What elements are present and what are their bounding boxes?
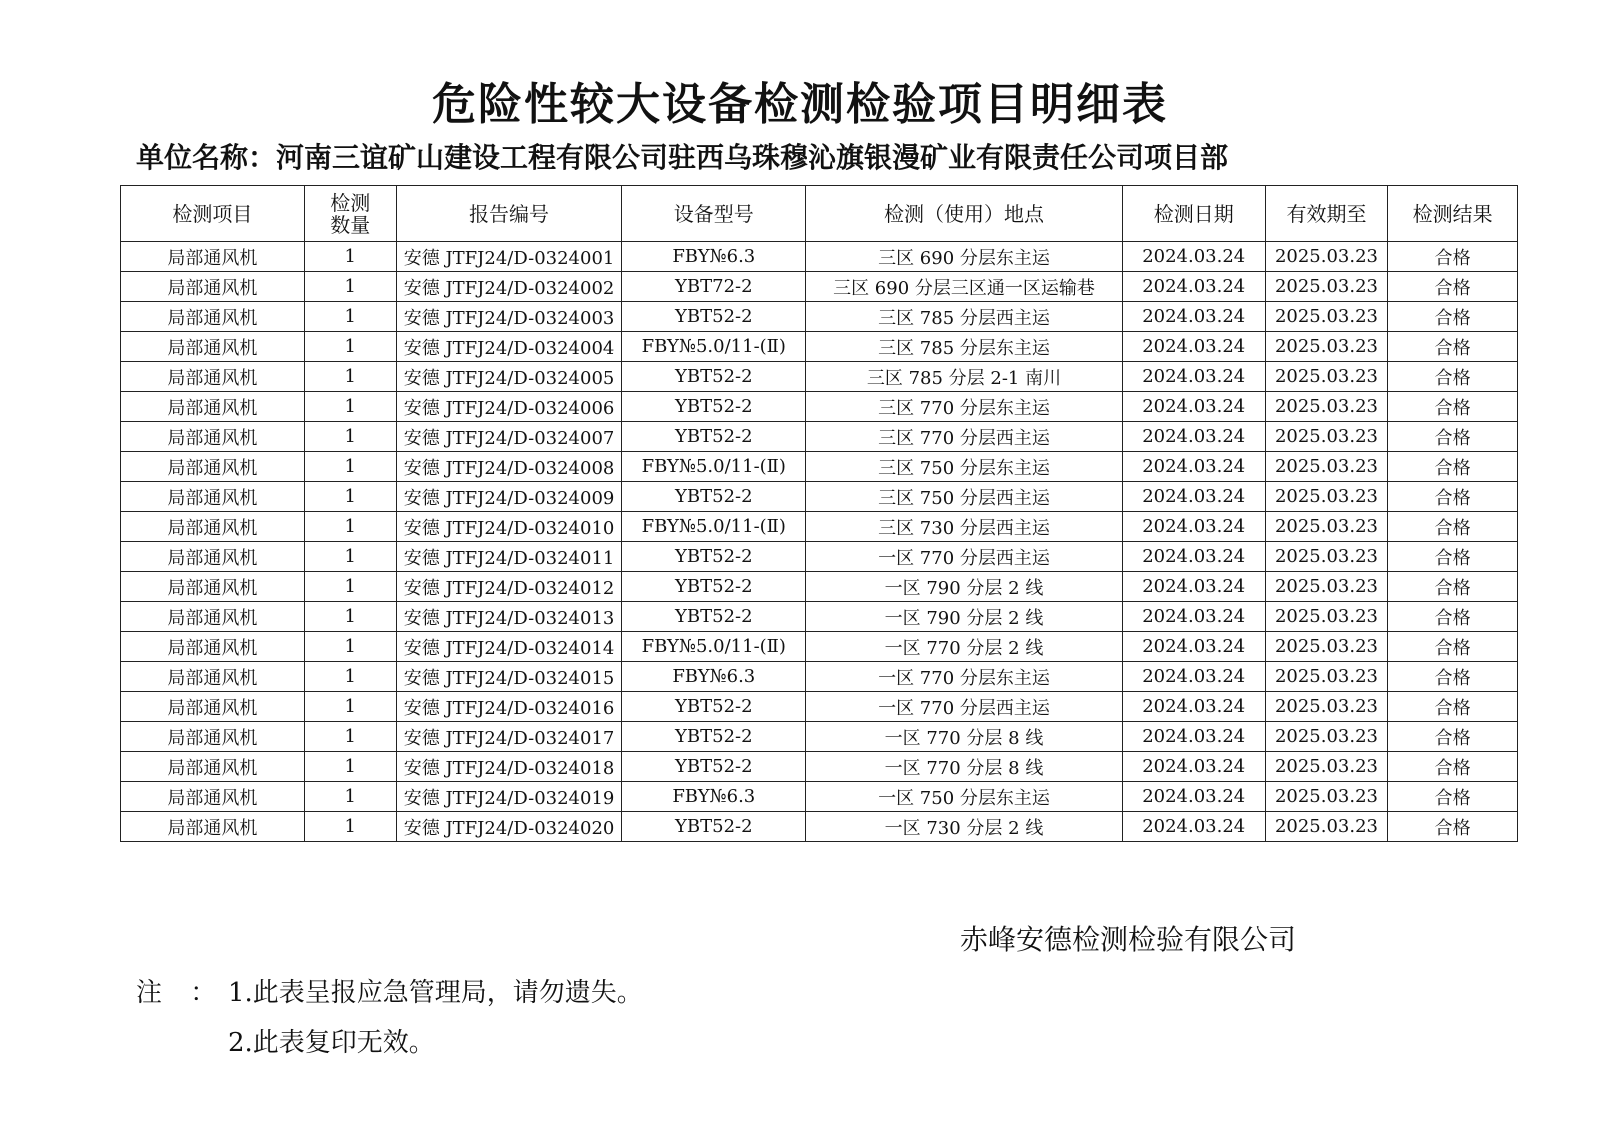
cell-valid-until: 2025.03.23 — [1265, 392, 1388, 422]
header-inspect-date: 检测日期 — [1122, 186, 1265, 242]
cell-valid-until: 2025.03.23 — [1265, 572, 1388, 602]
cell-inspect-date: 2024.03.24 — [1122, 272, 1265, 302]
cell-location: 一区 730 分层 2 线 — [806, 812, 1123, 842]
cell-item: 局部通风机 — [121, 782, 305, 812]
cell-model: YBT52-2 — [622, 722, 806, 752]
cell-result: 合格 — [1388, 242, 1518, 272]
cell-item: 局部通风机 — [121, 542, 305, 572]
table-header-row — [121, 186, 1518, 242]
cell-inspect-date: 2024.03.24 — [1122, 632, 1265, 662]
cell-inspect-date: 2024.03.24 — [1122, 512, 1265, 542]
cell-result: 合格 — [1388, 332, 1518, 362]
cell-result: 合格 — [1388, 422, 1518, 452]
header-model: 设备型号 — [622, 186, 806, 242]
cell-item: 局部通风机 — [121, 632, 305, 662]
table-row — [121, 362, 1518, 392]
cell-quantity: 1 — [304, 272, 396, 302]
cell-inspect-date: 2024.03.24 — [1122, 482, 1265, 512]
cell-valid-until: 2025.03.23 — [1265, 272, 1388, 302]
cell-model: YBT52-2 — [622, 602, 806, 632]
cell-quantity: 1 — [304, 422, 396, 452]
cell-item: 局部通风机 — [121, 302, 305, 332]
cell-report-no: 安德 JTFJ24/D-0324019 — [396, 782, 622, 812]
cell-report-no: 安德 JTFJ24/D-0324015 — [396, 662, 622, 692]
table-row — [121, 542, 1518, 572]
table-body — [121, 242, 1518, 842]
cell-inspect-date: 2024.03.24 — [1122, 752, 1265, 782]
cell-valid-until: 2025.03.23 — [1265, 242, 1388, 272]
table-row — [121, 782, 1518, 812]
cell-quantity: 1 — [304, 482, 396, 512]
cell-item: 局部通风机 — [121, 452, 305, 482]
cell-result: 合格 — [1388, 782, 1518, 812]
cell-model: YBT52-2 — [622, 812, 806, 842]
cell-result: 合格 — [1388, 362, 1518, 392]
cell-inspect-date: 2024.03.24 — [1122, 392, 1265, 422]
table-row — [121, 602, 1518, 632]
cell-quantity: 1 — [304, 302, 396, 332]
cell-location: 一区 770 分层西主运 — [806, 692, 1123, 722]
table-row — [121, 752, 1518, 782]
cell-location: 三区 750 分层西主运 — [806, 482, 1123, 512]
issuing-company: 赤峰安德检测检验有限公司 — [960, 923, 1297, 956]
cell-report-no: 安德 JTFJ24/D-0324018 — [396, 752, 622, 782]
cell-result: 合格 — [1388, 692, 1518, 722]
cell-item: 局部通风机 — [121, 692, 305, 722]
cell-quantity: 1 — [304, 572, 396, 602]
cell-report-no: 安德 JTFJ24/D-0324010 — [396, 512, 622, 542]
cell-quantity: 1 — [304, 242, 396, 272]
cell-quantity: 1 — [304, 392, 396, 422]
cell-result: 合格 — [1388, 752, 1518, 782]
cell-model: FBY№6.3 — [622, 782, 806, 812]
cell-result: 合格 — [1388, 662, 1518, 692]
cell-valid-until: 2025.03.23 — [1265, 362, 1388, 392]
table-row — [121, 512, 1518, 542]
cell-valid-until: 2025.03.23 — [1265, 692, 1388, 722]
cell-quantity: 1 — [304, 722, 396, 752]
header-quantity-line: 检测 — [330, 190, 371, 215]
table-row — [121, 662, 1518, 692]
cell-valid-until: 2025.03.23 — [1265, 422, 1388, 452]
cell-result: 合格 — [1388, 512, 1518, 542]
cell-report-no: 安德 JTFJ24/D-0324003 — [396, 302, 622, 332]
cell-item: 局部通风机 — [121, 572, 305, 602]
table-row — [121, 242, 1518, 272]
cell-report-no: 安德 JTFJ24/D-0324008 — [396, 452, 622, 482]
cell-location: 一区 750 分层东主运 — [806, 782, 1123, 812]
header-item: 检测项目 — [121, 186, 305, 242]
cell-location: 三区 785 分层 2-1 南川 — [806, 362, 1123, 392]
cell-result: 合格 — [1388, 722, 1518, 752]
unit-name-line: 单位名称：河南三谊矿山建设工程有限公司驻西乌珠穆沁旗银漫矿业有限责任公司项目部 — [136, 141, 1229, 174]
cell-quantity: 1 — [304, 332, 396, 362]
cell-inspect-date: 2024.03.24 — [1122, 662, 1265, 692]
cell-item: 局部通风机 — [121, 362, 305, 392]
cell-location: 一区 770 分层西主运 — [806, 542, 1123, 572]
cell-quantity: 1 — [304, 632, 396, 662]
cell-inspect-date: 2024.03.24 — [1122, 332, 1265, 362]
cell-report-no: 安德 JTFJ24/D-0324012 — [396, 572, 622, 602]
cell-model: YBT52-2 — [622, 482, 806, 512]
cell-model: YBT52-2 — [622, 422, 806, 452]
cell-result: 合格 — [1388, 392, 1518, 422]
table-row — [121, 632, 1518, 662]
cell-inspect-date: 2024.03.24 — [1122, 452, 1265, 482]
table-row — [121, 482, 1518, 512]
table-row — [121, 692, 1518, 722]
cell-item: 局部通风机 — [121, 392, 305, 422]
table-row — [121, 812, 1518, 842]
cell-quantity: 1 — [304, 452, 396, 482]
cell-location: 三区 785 分层东主运 — [806, 332, 1123, 362]
note-item: 2.此表复印无效。 — [228, 1028, 435, 1058]
notes-label: 注 ： — [136, 978, 227, 1008]
cell-model: YBT52-2 — [622, 392, 806, 422]
cell-report-no: 安德 JTFJ24/D-0324001 — [396, 242, 622, 272]
cell-model: YBT52-2 — [622, 572, 806, 602]
cell-valid-until: 2025.03.23 — [1265, 662, 1388, 692]
cell-valid-until: 2025.03.23 — [1265, 542, 1388, 572]
cell-location: 一区 770 分层 8 线 — [806, 752, 1123, 782]
header-valid-until: 有效期至 — [1265, 186, 1388, 242]
cell-quantity: 1 — [304, 362, 396, 392]
cell-result: 合格 — [1388, 452, 1518, 482]
cell-location: 一区 770 分层 2 线 — [806, 632, 1123, 662]
cell-inspect-date: 2024.03.24 — [1122, 542, 1265, 572]
cell-model: YBT52-2 — [622, 542, 806, 572]
cell-report-no: 安德 JTFJ24/D-0324002 — [396, 272, 622, 302]
cell-inspect-date: 2024.03.24 — [1122, 422, 1265, 452]
cell-report-no: 安德 JTFJ24/D-0324020 — [396, 812, 622, 842]
cell-model: FBY№6.3 — [622, 662, 806, 692]
cell-quantity: 1 — [304, 662, 396, 692]
cell-item: 局部通风机 — [121, 662, 305, 692]
header-quantity-line: 数量 — [330, 212, 371, 237]
cell-quantity: 1 — [304, 752, 396, 782]
cell-item: 局部通风机 — [121, 812, 305, 842]
cell-location: 一区 790 分层 2 线 — [806, 602, 1123, 632]
cell-item: 局部通风机 — [121, 482, 305, 512]
table-row — [121, 302, 1518, 332]
cell-location: 三区 730 分层西主运 — [806, 512, 1123, 542]
cell-location: 一区 790 分层 2 线 — [806, 572, 1123, 602]
cell-quantity: 1 — [304, 542, 396, 572]
table-row — [121, 422, 1518, 452]
cell-location: 三区 770 分层西主运 — [806, 422, 1123, 452]
cell-inspect-date: 2024.03.24 — [1122, 242, 1265, 272]
cell-report-no: 安德 JTFJ24/D-0324004 — [396, 332, 622, 362]
cell-inspect-date: 2024.03.24 — [1122, 782, 1265, 812]
table-row — [121, 722, 1518, 752]
cell-model: FBY№5.0/11-(Ⅱ) — [622, 452, 806, 482]
cell-item: 局部通风机 — [121, 242, 305, 272]
cell-result: 合格 — [1388, 482, 1518, 512]
cell-valid-until: 2025.03.23 — [1265, 332, 1388, 362]
cell-inspect-date: 2024.03.24 — [1122, 572, 1265, 602]
cell-item: 局部通风机 — [121, 752, 305, 782]
cell-valid-until: 2025.03.23 — [1265, 452, 1388, 482]
cell-valid-until: 2025.03.23 — [1265, 782, 1388, 812]
cell-report-no: 安德 JTFJ24/D-0324006 — [396, 392, 622, 422]
cell-inspect-date: 2024.03.24 — [1122, 812, 1265, 842]
cell-location: 一区 770 分层 8 线 — [806, 722, 1123, 752]
cell-model: FBY№5.0/11-(Ⅱ) — [622, 512, 806, 542]
cell-valid-until: 2025.03.23 — [1265, 812, 1388, 842]
cell-model: FBY№5.0/11-(Ⅱ) — [622, 332, 806, 362]
cell-result: 合格 — [1388, 812, 1518, 842]
cell-model: YBT52-2 — [622, 362, 806, 392]
header-quantity — [304, 186, 396, 242]
cell-valid-until: 2025.03.23 — [1265, 752, 1388, 782]
note-item: 1.此表呈报应急管理局，请勿遗失。 — [228, 978, 643, 1008]
table-row — [121, 332, 1518, 362]
cell-inspect-date: 2024.03.24 — [1122, 722, 1265, 752]
cell-report-no: 安德 JTFJ24/D-0324017 — [396, 722, 622, 752]
cell-quantity: 1 — [304, 812, 396, 842]
cell-item: 局部通风机 — [121, 272, 305, 302]
cell-location: 三区 690 分层三区通一区运输巷 — [806, 272, 1123, 302]
cell-item: 局部通风机 — [121, 422, 305, 452]
cell-model: YBT52-2 — [622, 302, 806, 332]
cell-inspect-date: 2024.03.24 — [1122, 602, 1265, 632]
cell-item: 局部通风机 — [121, 332, 305, 362]
cell-valid-until: 2025.03.23 — [1265, 482, 1388, 512]
page-title: 危险性较大设备检测检验项目明细表 — [432, 79, 1168, 130]
header-location: 检测（使用）地点 — [806, 186, 1123, 242]
cell-quantity: 1 — [304, 512, 396, 542]
inspection-table — [120, 185, 1518, 842]
cell-location: 三区 690 分层东主运 — [806, 242, 1123, 272]
cell-quantity: 1 — [304, 602, 396, 632]
cell-result: 合格 — [1388, 542, 1518, 572]
cell-model: YBT52-2 — [622, 692, 806, 722]
cell-inspect-date: 2024.03.24 — [1122, 362, 1265, 392]
cell-location: 三区 785 分层西主运 — [806, 302, 1123, 332]
cell-valid-until: 2025.03.23 — [1265, 602, 1388, 632]
table-row — [121, 452, 1518, 482]
table-row — [121, 572, 1518, 602]
cell-inspect-date: 2024.03.24 — [1122, 302, 1265, 332]
cell-result: 合格 — [1388, 602, 1518, 632]
cell-report-no: 安德 JTFJ24/D-0324009 — [396, 482, 622, 512]
cell-model: YBT52-2 — [622, 752, 806, 782]
cell-result: 合格 — [1388, 302, 1518, 332]
cell-model: FBY№5.0/11-(Ⅱ) — [622, 632, 806, 662]
cell-item: 局部通风机 — [121, 512, 305, 542]
table-row — [121, 272, 1518, 302]
cell-item: 局部通风机 — [121, 602, 305, 632]
cell-valid-until: 2025.03.23 — [1265, 302, 1388, 332]
cell-model: FBY№6.3 — [622, 242, 806, 272]
cell-report-no: 安德 JTFJ24/D-0324011 — [396, 542, 622, 572]
cell-result: 合格 — [1388, 572, 1518, 602]
cell-report-no: 安德 JTFJ24/D-0324005 — [396, 362, 622, 392]
cell-quantity: 1 — [304, 782, 396, 812]
cell-report-no: 安德 JTFJ24/D-0324013 — [396, 602, 622, 632]
cell-result: 合格 — [1388, 632, 1518, 662]
cell-item: 局部通风机 — [121, 722, 305, 752]
cell-valid-until: 2025.03.23 — [1265, 632, 1388, 662]
cell-location: 三区 750 分层东主运 — [806, 452, 1123, 482]
cell-valid-until: 2025.03.23 — [1265, 722, 1388, 752]
table-row — [121, 392, 1518, 422]
cell-location: 三区 770 分层东主运 — [806, 392, 1123, 422]
cell-report-no: 安德 JTFJ24/D-0324014 — [396, 632, 622, 662]
cell-location: 一区 770 分层东主运 — [806, 662, 1123, 692]
cell-model: YBT72-2 — [622, 272, 806, 302]
header-report-no: 报告编号 — [396, 186, 622, 242]
cell-result: 合格 — [1388, 272, 1518, 302]
cell-report-no: 安德 JTFJ24/D-0324007 — [396, 422, 622, 452]
cell-report-no: 安德 JTFJ24/D-0324016 — [396, 692, 622, 722]
header-result: 检测结果 — [1388, 186, 1518, 242]
cell-inspect-date: 2024.03.24 — [1122, 692, 1265, 722]
cell-valid-until: 2025.03.23 — [1265, 512, 1388, 542]
cell-quantity: 1 — [304, 692, 396, 722]
